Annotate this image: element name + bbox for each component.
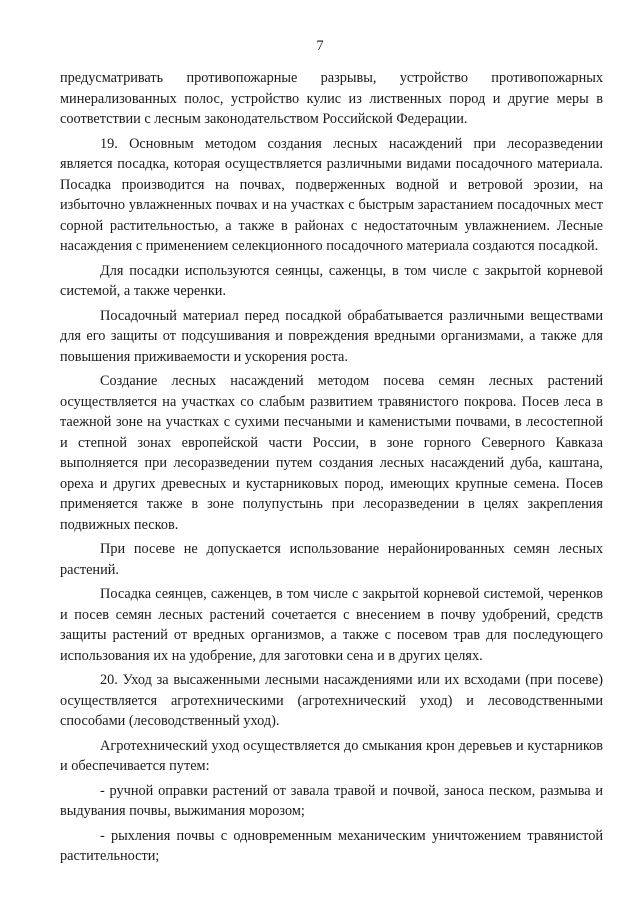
paragraph: При посеве не допускается использование нерайонированных семян лесных растений.: [60, 541, 603, 578]
paragraph-item-19: 19. Основным методом создания лесных насаждений при лесоразведении является посадка, которая осуществляется различными видами посадочного материала. Посадка производится на почвах, подверженных водной и ветровой эрозии, на избыточно увлажненных почвах и на участках с быстрым зарастанием посадочных мест сорной растительностью, а также в районах с недостаточным увлажнением. Лесные насаждения с применением селекционного посадочного материала создаются посадкой.: [60, 135, 603, 254]
paragraph-item-20: 20. Уход за высаженными лесными насаждениями или их всходами (при посеве) осуществляется агротехническими (агротехнический уход) и лесоводственными способами (лесоводственный уход).: [60, 672, 603, 729]
paragraph: Агротехнический уход осуществляется до смыкания крон деревьев и кустарников и обеспечивается путем:: [60, 737, 603, 774]
paragraph: Посадка сеянцев, саженцев, в том числе с закрытой корневой системой, черенков и посев семян лесных растений сочетается с внесением в почву удобрений, средств защиты растений от вредных организмов, а также с посевом трав для последующего использования их на удобрение, для заготовки сена и в других целях.: [60, 586, 603, 664]
list-item: - ручной оправки растений от завала травой и почвой, заноса песком, размыва и выдувания почвы, выжимания морозом;: [60, 782, 603, 819]
paragraph-continuation: предусматривать противопожарные разрывы, устройство противопожарных минерализованных полос, устройство кулис из лиственных пород и другие меры в соответствии с лесным законодательством Российской Федерации.: [60, 70, 603, 127]
paragraph: Создание лесных насаждений методом посева семян лесных растений осуществляется на участках со слабым развитием травянистого покрова. Посев леса в таежной зоне на участках с сухими песчаными и каменистыми почвами, в лесостепной и степной зонах европейской части России, в зоне горного Северного Кавказа выполняется при лесоразведении путем создания лесных насаждений дуба, каштана, ореха и других древесных и кустарниковых пород, имеющих крупные семена. Посев применяется также в зоне полупустынь при лесоразведении в целях закрепления подвижных песков.: [60, 373, 603, 533]
list-item: - рыхления почвы с одновременным механическим уничтожением травянистой растительности;: [60, 827, 603, 864]
page-number: 7: [316, 38, 324, 54]
paragraph: Посадочный материал перед посадкой обрабатывается различными веществами для его защиты от подсушивания и повреждения вредными организмами, а также для повышения приживаемости и ускорения роста.: [60, 307, 603, 365]
paragraph: Для посадки используются сеянцы, саженцы, в том числе с закрытой корневой системой, а также черенки.: [60, 262, 603, 299]
document-body: [60, 68, 603, 871]
